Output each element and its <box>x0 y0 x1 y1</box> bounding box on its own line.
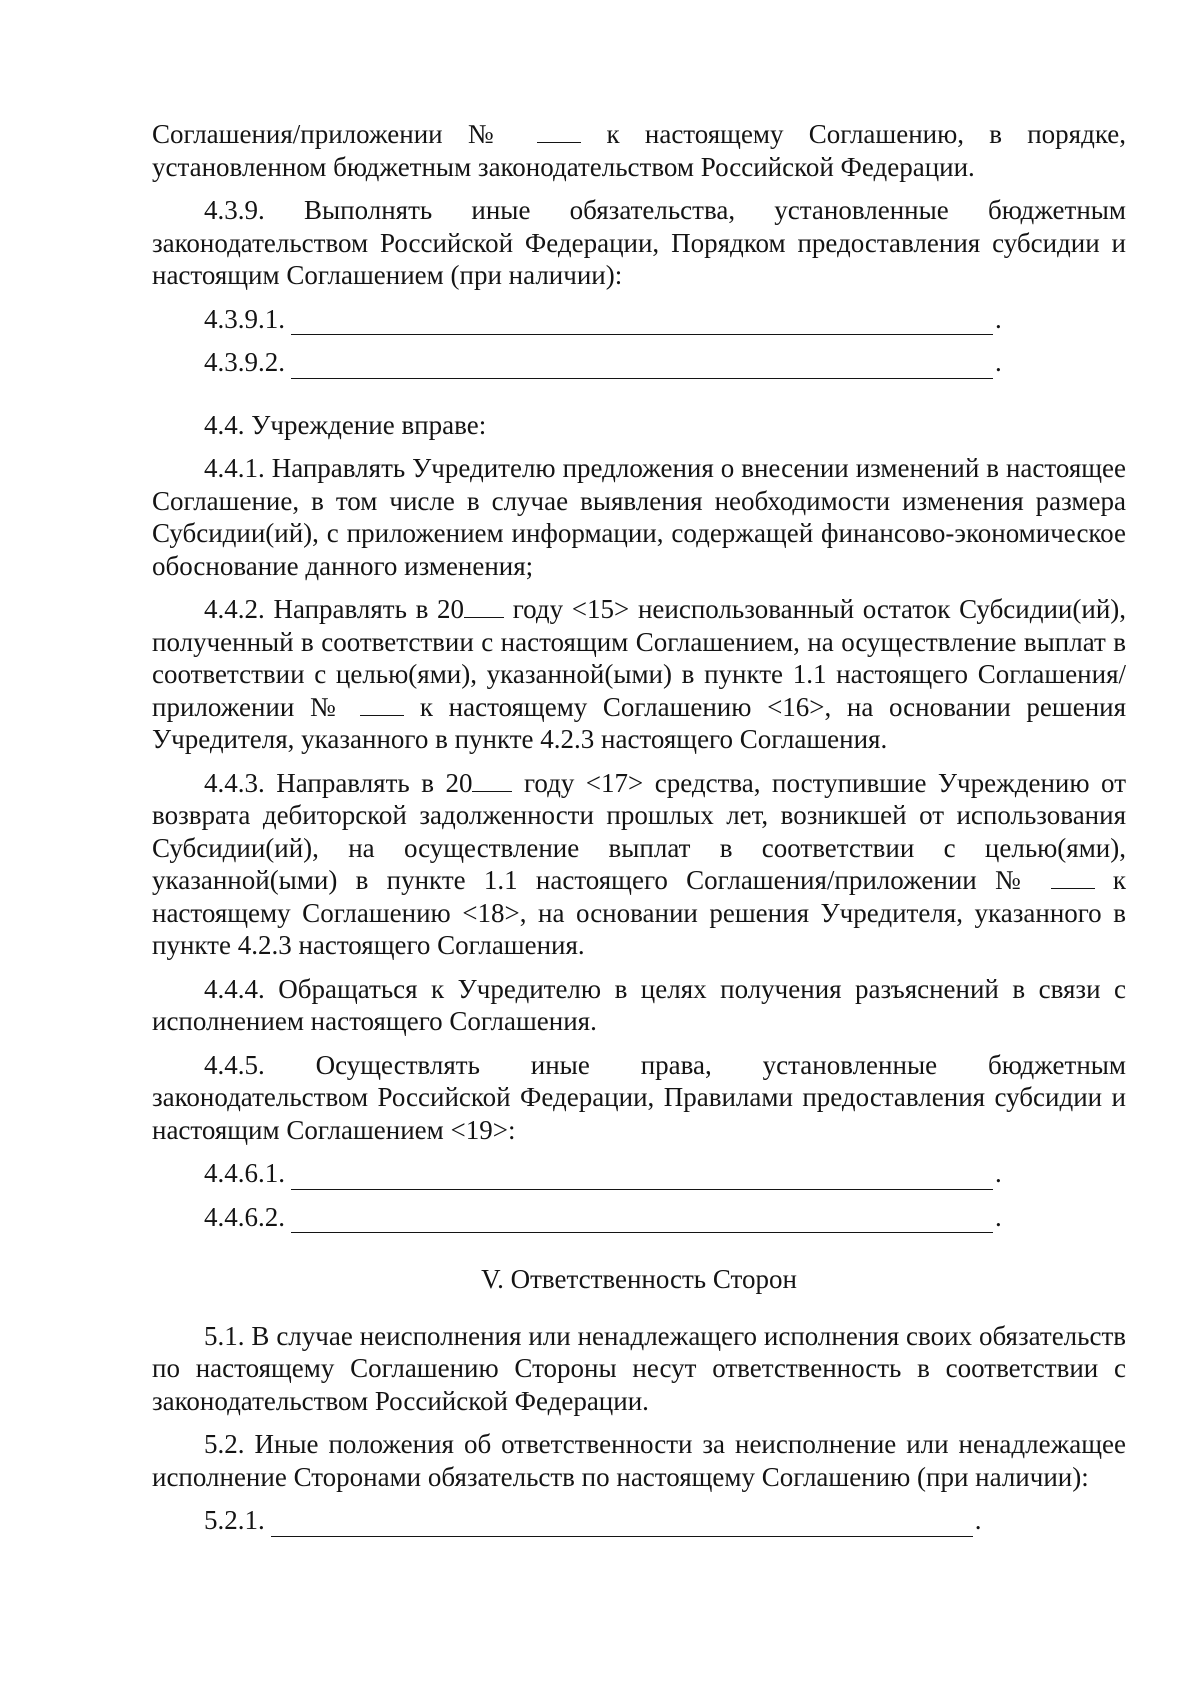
section-heading: V. Ответственность Сторон <box>481 1264 797 1294</box>
period: . <box>995 347 1002 377</box>
text: Соглашения/приложении № <box>152 119 513 149</box>
paragraph-4-4-5: 4.4.5. Осуществлять иные права, установленные бюджетным законодательством Российской Федерации, Правилами предоставления субсидии и настоящим Соглашением <19>: <box>152 1049 1126 1145</box>
blank-line <box>291 352 993 379</box>
blank-field <box>1051 866 1095 889</box>
blank-field <box>360 693 404 716</box>
blank-line <box>291 1206 993 1233</box>
text: 4.4.3. Направлять в 20 <box>204 767 473 798</box>
paragraph-5-2: 5.2. Иные положения об ответственности за неисполнение или ненадлежащее исполнение Сторонами обязательств по настоящему Соглашению (при наличии): <box>152 1429 1126 1492</box>
blank-field <box>537 120 581 143</box>
fill-line-5-2-1 <box>204 1504 1126 1537</box>
text: году <15> неиспользованный остаток Субсидии(ий), полученный в соответствии с настоящим Соглашением, на осуществление выплат в соответствии с целью(ями), указанной(ыми) в пункте 1.1 настоящего Соглашения/приложении № <box>152 594 1127 722</box>
document-page <box>152 118 1126 1537</box>
blank-field <box>472 769 512 792</box>
text: 4.4.2. Направлять в 20 <box>204 594 465 624</box>
fill-line-4-3-9-1 <box>204 303 1126 336</box>
text: году <17> средства, поступившие Учреждению от возврата дебиторской задолженности прошлых лет, возникшей от использования Субсидии(ий), на осуществление выплат в соответствии с целью(ями), указанной(ыми) в пункте 1.1 настоящего Соглашения/приложении № <box>152 767 1126 895</box>
item-number: 4.3.9.1. <box>204 303 285 334</box>
period: . <box>995 1158 1002 1188</box>
fill-line-4-4-6-1 <box>204 1157 1126 1190</box>
blank-line <box>291 1163 993 1190</box>
paragraph-continuation <box>152 118 1126 183</box>
item-number: 5.2.1. <box>204 1505 265 1535</box>
period: . <box>995 303 1002 334</box>
paragraph-4-4-1: 4.4.1. Направлять Учредителю предложения о внесении изменений в настоящее Соглашение, в том числе в случае выявления необходимости изменения размера Субсидии(ий), с приложением информации, содержащей финансово-экономическое обоснование данного изменения; <box>152 453 1126 581</box>
paragraph-4-4-3 <box>152 767 1126 962</box>
item-number: 4.3.9.2. <box>204 347 285 377</box>
paragraph-4-4: 4.4. Учреждение вправе: <box>204 409 487 440</box>
item-number: 4.4.6.1. <box>204 1158 285 1188</box>
text: к настоящему Соглашению <18>, на основании решения Учредителя, указанного в пункте 4.2.3 настоящего Соглашения. <box>152 865 1126 960</box>
blank-line <box>291 308 993 335</box>
fill-line-4-4-6-2 <box>204 1201 1126 1234</box>
text: к настоящему Соглашению <16>, на основании решения Учредителя, указанного в пункте 4.2.3 настоящего Соглашения. <box>152 691 1127 754</box>
fill-line-4-3-9-2 <box>204 346 1126 379</box>
period: . <box>974 1505 982 1535</box>
text: к настоящему Соглашению, в порядке, установленном бюджетным законодательством Российской Федерации. <box>152 119 1127 182</box>
paragraph-5-1: 5.1. В случае неисполнения или ненадлежащего исполнения своих обязательств по настоящему Соглашению Стороны несут ответственность в соответствии с законодательством Российской Федерации. <box>152 1320 1126 1416</box>
paragraph-4-3-9: 4.3.9. Выполнять иные обязательства, установленные бюджетным законодательством Российской Федерации, Порядком предоставления субсидии и настоящим Соглашением (при наличии): <box>152 195 1126 290</box>
paragraph-4-4-2 <box>152 593 1126 756</box>
blank-line <box>271 1510 973 1537</box>
paragraph-4-4-4: 4.4.4. Обращаться к Учредителю в целях получения разъяснений в связи с исполнением настоящего Соглашения. <box>152 973 1126 1036</box>
period: . <box>995 1201 1002 1232</box>
item-number: 4.4.6.2. <box>204 1201 285 1232</box>
blank-field <box>464 595 504 618</box>
